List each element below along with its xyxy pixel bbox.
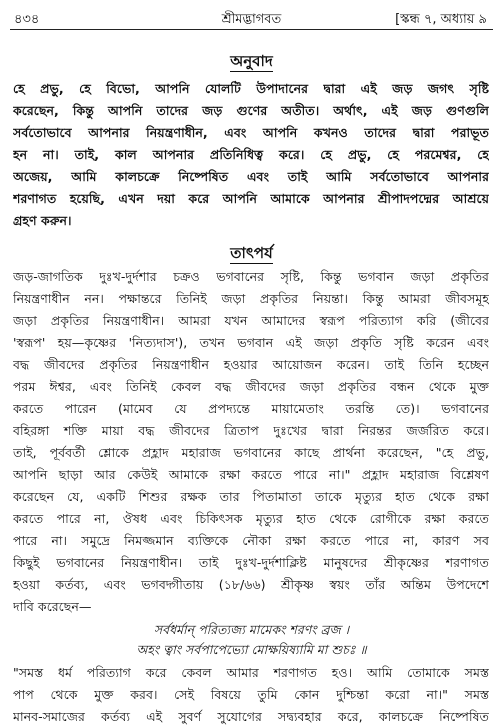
purport-line: জড়া প্রকৃতির নিয়ন্ত্রণাধীন। আমরা যখন আমাদের স্বরূপ পরিত্যাগ করি (জীবের [13,313,489,328]
translation-heading [0,50,503,75]
purport-line: আপনি ছাড়া আর কেউই আমাকে রক্ষা করতে পারে না।" প্রহ্লাদ মহারাজ বিশ্লেষণ [13,467,489,482]
purport-line: 'স্বরূপ' হয়—কৃষ্ণের 'নিত্যদাস'), তখন ভগবান এই জড়া প্রকৃতি সৃষ্টি করেন এবং [13,335,489,350]
purport-continuation [13,662,489,728]
purport-line: পারে না। সমুদ্রে নিমজ্জমান ব্যক্তিকে নৌকা রক্ষা করতে পারে না, কারণ সব [13,533,489,548]
translation-line: অজেয়, আমি কালচক্রে নিষ্পেষিত এবং তাই আমি সর্বতোভাবে আপনার [13,169,489,184]
translation-text [13,78,489,232]
translation-line: গ্রহণ করুন। [13,213,72,228]
purport-line: বদ্ধ জীবদের প্রকৃতির নিয়ন্ত্রণাধীন হওয়ার আয়োজন করেন। তাই তিনি হচ্ছেন [13,357,489,372]
purport-line: পরম ঈশ্বর, এবং তিনিই কেবল বদ্ধ জীবদের জড়া প্রকৃতির বন্ধন থেকে মুক্ত [13,379,489,394]
purport-line: করতে পারে না, ঔষধ এবং চিকিৎসক মৃত্যুর হাত থেকে রোগীকে রক্ষা করতে [13,511,489,526]
translation-line: করেছেন, কিন্তু আপনি তাদের জড় গুণের অতীত। অর্থাৎ, এই জড় গুণগুলি [13,103,489,118]
running-header [10,8,493,28]
purport-line: জড়-জাগতিক দুঃখ-দুর্দশার চক্রও ভগবানের সৃষ্টি, কিন্তু ভগবান জড়া প্রকৃতির [13,269,489,284]
purport-line: হওয়া কর্তব্য, এবং ভগবদ্গীতায় (১৮/৬৬) শ্রীকৃষ্ণ স্বয়ং তাঁর অন্তিম উপদেশে [13,577,489,592]
purport-line: পাপ থেকে মুক্ত করব। সেই বিষয়ে তুমি কোন দুশ্চিন্তা করো না।" সমস্ত [13,687,489,702]
translation-heading-text: অনুবাদ [230,52,273,70]
purport-line: "সমস্ত ধর্ম পরিত্যাগ করে কেবল আমার শরণাগত হও। আমি তোমাকে সমস্ত [13,665,489,680]
purport-heading [0,242,503,267]
translation-line: হন না। তাই, কাল আপনার প্রতিনিধিত্ব করে। হে প্রভু, হে পরমেশ্বর, হে [13,147,489,162]
book-title: শ্রীমদ্ভাগবত [221,12,282,27]
page-number: ৪৩৪ [14,12,40,27]
sanskrit-verse [0,620,503,660]
purport-line: মানব-সমাজের কর্তব্য এই সুবর্ণ সুযোগের সদ্ব্যবহার করে, কালচক্রে নিষ্পেষিত [13,709,489,724]
purport-line: দাবি করেছেন— [13,599,92,614]
purport-line: কিছুই ভগবানের নিয়ন্ত্রণাধীন। তাই দুঃখ-দুর্দশাক্লিষ্ট মানুষদের শ্রীকৃষ্ণের শরণাগত [13,555,489,570]
verse-line: সর্বধর্মান্ পরিত্যজ্য মামেকং শরণং ব্রজ । [153,622,350,637]
purport-text [13,266,489,618]
purport-heading-text: তাৎপর্য [230,244,273,262]
translation-line: শরণাগত হয়েছি, এখন দয়া করে আপনি আমাকে আপনার শ্রীপাদপদ্মের আশ্রয়ে [13,191,489,206]
purport-line: করতে পারেন (মামেব যে প্রপদ্যন্তে মায়ামেতাং তরন্তি তে)। ভগবানের [13,401,489,416]
purport-line: তাই, পূর্ববর্তী শ্লোকে প্রহ্লাদ মহারাজ ভগবানের কাছে প্রার্থনা করেছেন, "হে প্রভু, [13,445,489,460]
header-rule [10,29,493,30]
verse-line: অহং ত্বাং সর্বপাপেভ্যো মোক্ষয়িষ্যামি মা শুচঃ ॥ [136,642,367,657]
purport-line: বহিরঙ্গা শক্তি মায়া বদ্ধ জীবদের ত্রিতাপ দুঃখের দ্বারা নিরন্তর জর্জরিত করে। [13,423,489,438]
translation-line: সর্বতোভাবে আপনার নিয়ন্ত্রণাধীন, এবং আপনি কখনও তাদের দ্বারা পরাভূত [13,125,489,140]
section-reference: [স্কন্ধ ৭, অধ্যায় ৯ [395,12,487,27]
purport-line: নিয়ন্ত্রণাধীন নন। পক্ষান্তরে তিনিই জড়া প্রকৃতির নিয়ন্তা। কিন্তু আমরা জীবসমূহ [13,291,489,306]
purport-line: করেছেন যে, একটি শিশুর রক্ষক তার পিতামাতা তাকে মৃত্যুর হাত থেকে রক্ষা [13,489,489,504]
translation-line: হে প্রভু, হে বিভো, আপনি যোলটি উপাদানের দ্বারা এই জড় জগৎ সৃষ্টি [13,81,489,96]
